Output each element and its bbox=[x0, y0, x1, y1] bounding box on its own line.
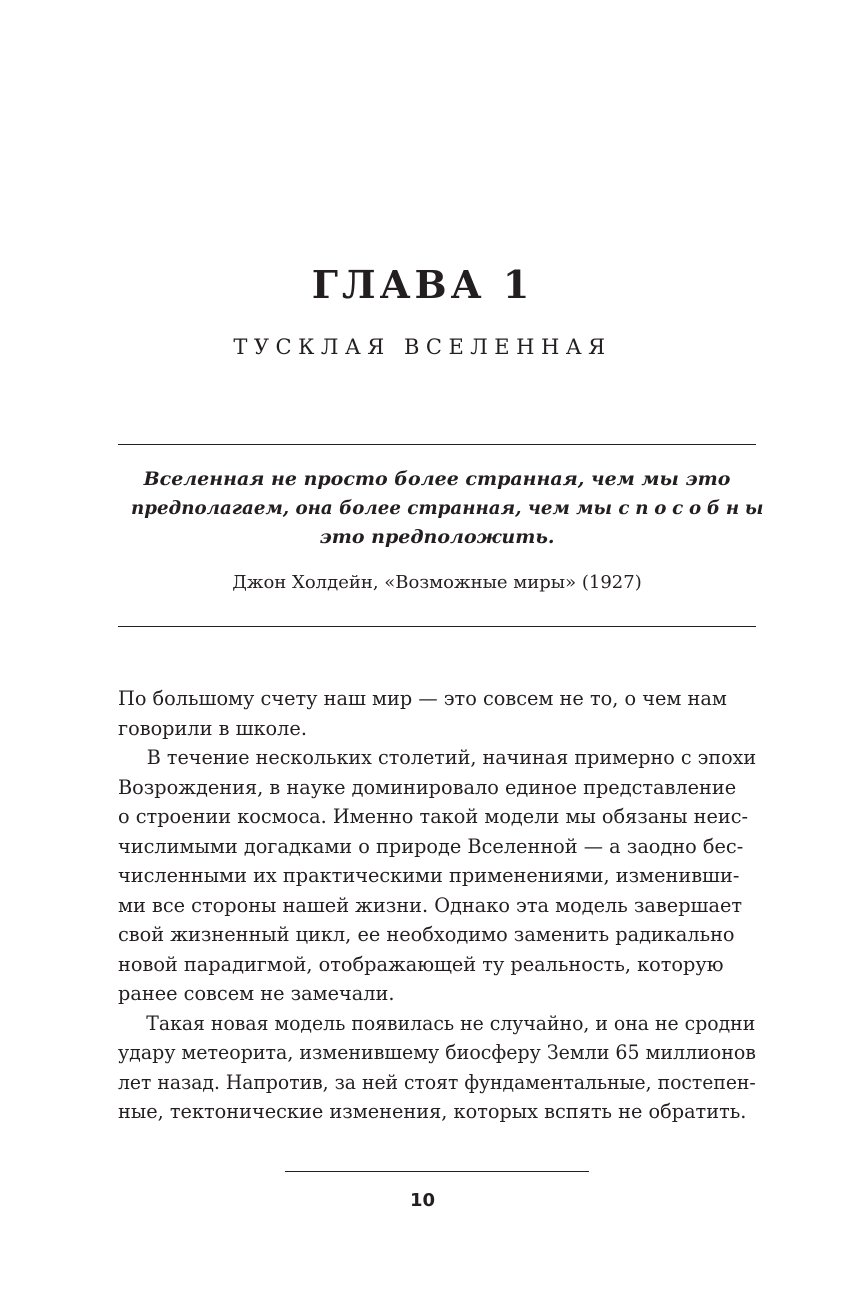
text-line: о строении космоса. Именно такой модели мы обязаны неис- bbox=[118, 805, 749, 828]
paragraph bbox=[118, 1009, 756, 1127]
epigraph-top-rule bbox=[118, 444, 756, 445]
epigraph-bottom-rule bbox=[118, 626, 756, 627]
epigraph-line-part: предполагаем, она более странная, чем мы bbox=[130, 497, 613, 519]
epigraph-line bbox=[130, 494, 770, 523]
text-line: По большому счету наш мир — это совсем не то, о чем нам bbox=[118, 687, 727, 710]
paragraph bbox=[118, 743, 756, 1009]
text-line: В течение нескольких столетий, начиная примерно с эпохи bbox=[146, 746, 757, 769]
epigraph-line: это предположить. bbox=[319, 526, 555, 548]
text-line: лет назад. Напротив, за ней стоят фундаментальные, постепен- bbox=[118, 1070, 756, 1094]
paragraph bbox=[118, 684, 756, 743]
body-text bbox=[118, 684, 756, 1127]
chapter-title: ГЛАВА 1 bbox=[311, 262, 534, 307]
text-line: Возрождения, в науке доминировало единое представление bbox=[118, 775, 737, 799]
epigraph-attribution: Джон Холдейн, «Возможные миры» (1927) bbox=[232, 572, 642, 593]
text-line: Такая новая модель появилась не случайно, и она не сродни bbox=[146, 1011, 756, 1035]
text-line: ные, тектонические изменения, которых вспять не обратить. bbox=[118, 1100, 747, 1123]
footer-rule bbox=[285, 1171, 589, 1172]
text-line: свой жизненный цикл, ее необходимо заменить радикально bbox=[118, 923, 735, 946]
text-line: численными их практическими применениями, изменивши- bbox=[118, 864, 740, 887]
page-number: 10 bbox=[409, 1190, 436, 1211]
epigraph-quote bbox=[118, 465, 770, 552]
chapter-subtitle: ТУСКЛАЯ ВСЕЛЕННАЯ bbox=[233, 335, 612, 359]
text-line: новой парадигмой, отображающей ту реальность, которую bbox=[118, 952, 724, 976]
text-line: числимыми догадками о природе Вселенной — а заодно бес- bbox=[118, 834, 744, 858]
text-line: ми все стороны нашей жизни. Однако эта модель завершает bbox=[118, 893, 743, 917]
text-line: говорили в школе. bbox=[118, 716, 307, 740]
epigraph-emphasis: способны bbox=[618, 497, 770, 519]
text-line: удару метеорита, изменившему биосферу Земли 65 миллионов bbox=[118, 1041, 756, 1064]
text-line: ранее совсем не замечали. bbox=[118, 982, 395, 1005]
epigraph-line: Вселенная не просто более странная, чем мы это bbox=[143, 468, 731, 490]
